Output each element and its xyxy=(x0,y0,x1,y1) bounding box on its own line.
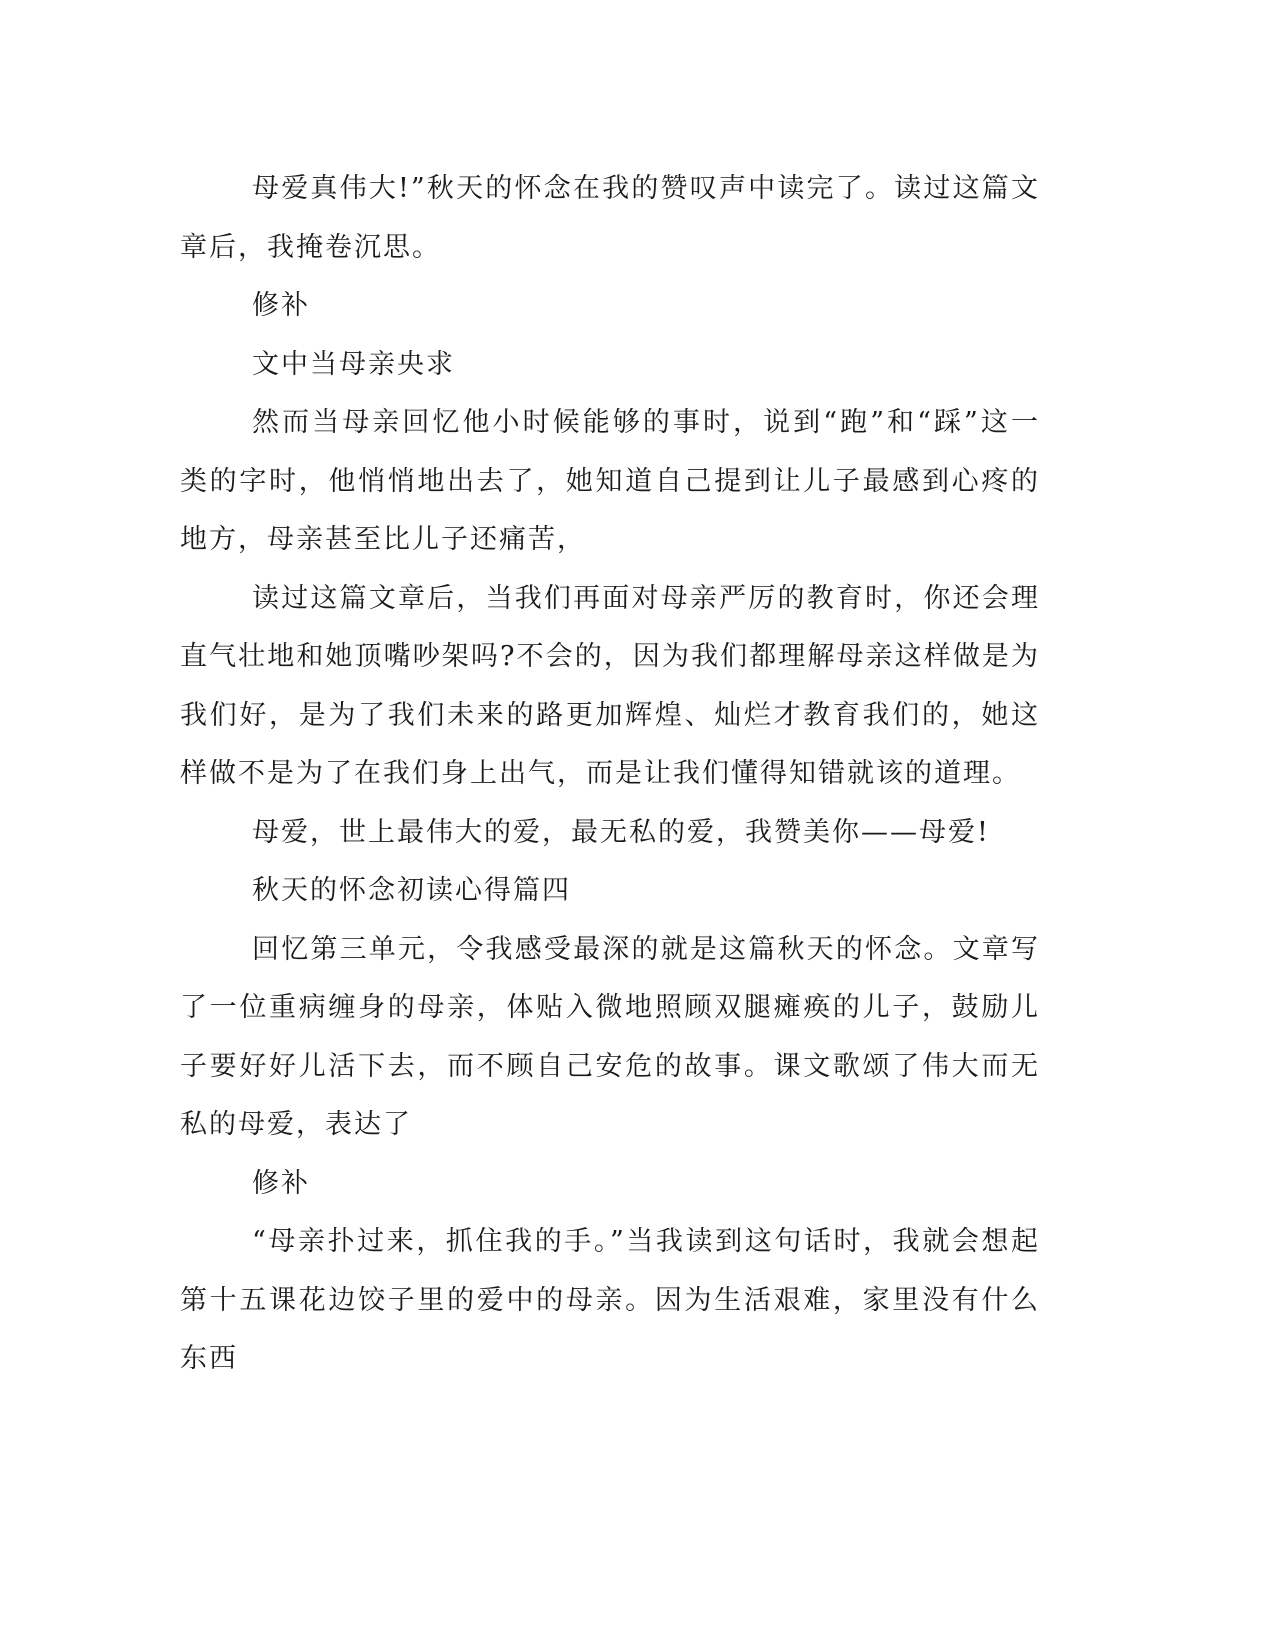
paragraph: “母亲扑过来，抓住我的手。”当我读到这句话时，我就会想起第十五课花边饺子里的爱中的母亲。因为生活艰难，家里没有什么东西 xyxy=(180,1226,1040,1374)
paragraph: 回忆第三单元，令我感受最深的就是这篇秋天的怀念。文章写了一位重病缠身的母亲，体贴入微地照顾双腿瘫痪的儿子，鼓励儿子要好好儿活下去，而不顾自己安危的故事。课文歌颂了伟大而无私的母爱，表达了 xyxy=(180,933,1040,1140)
paragraph: 母爱真伟大!”秋天的怀念在我的赞叹声中读完了。读过这篇文章后，我掩卷沉思。 xyxy=(180,173,1040,263)
section-heading: 秋天的怀念初读心得篇四 xyxy=(252,875,571,906)
document-body xyxy=(180,160,1040,1389)
paragraph: 读过这篇文章后，当我们再面对母亲严厉的教育时，你还会理直气壮地和她顶嘴吵架吗?不会的，因为我们都理解母亲这样做是为我们好，是为了我们未来的路更加辉煌、灿烂才教育我们的，她这样做不是为了在我们身上出气，而是让我们懂得知错就该的道理。 xyxy=(180,582,1040,789)
paragraph: 然而当母亲回忆他小时候能够的事时，说到“跑”和“踩”这一类的字时，他悄悄地出去了，她知道自己提到让儿子最感到心疼的地方，母亲甚至比儿子还痛苦， xyxy=(180,407,1040,555)
paragraph: 修补 xyxy=(252,290,310,321)
paragraph: 母爱，世上最伟大的爱，最无私的爱，我赞美你——母爱! xyxy=(252,816,990,848)
paragraph: 文中当母亲央求 xyxy=(252,348,455,380)
paragraph: 修补 xyxy=(252,1167,310,1199)
